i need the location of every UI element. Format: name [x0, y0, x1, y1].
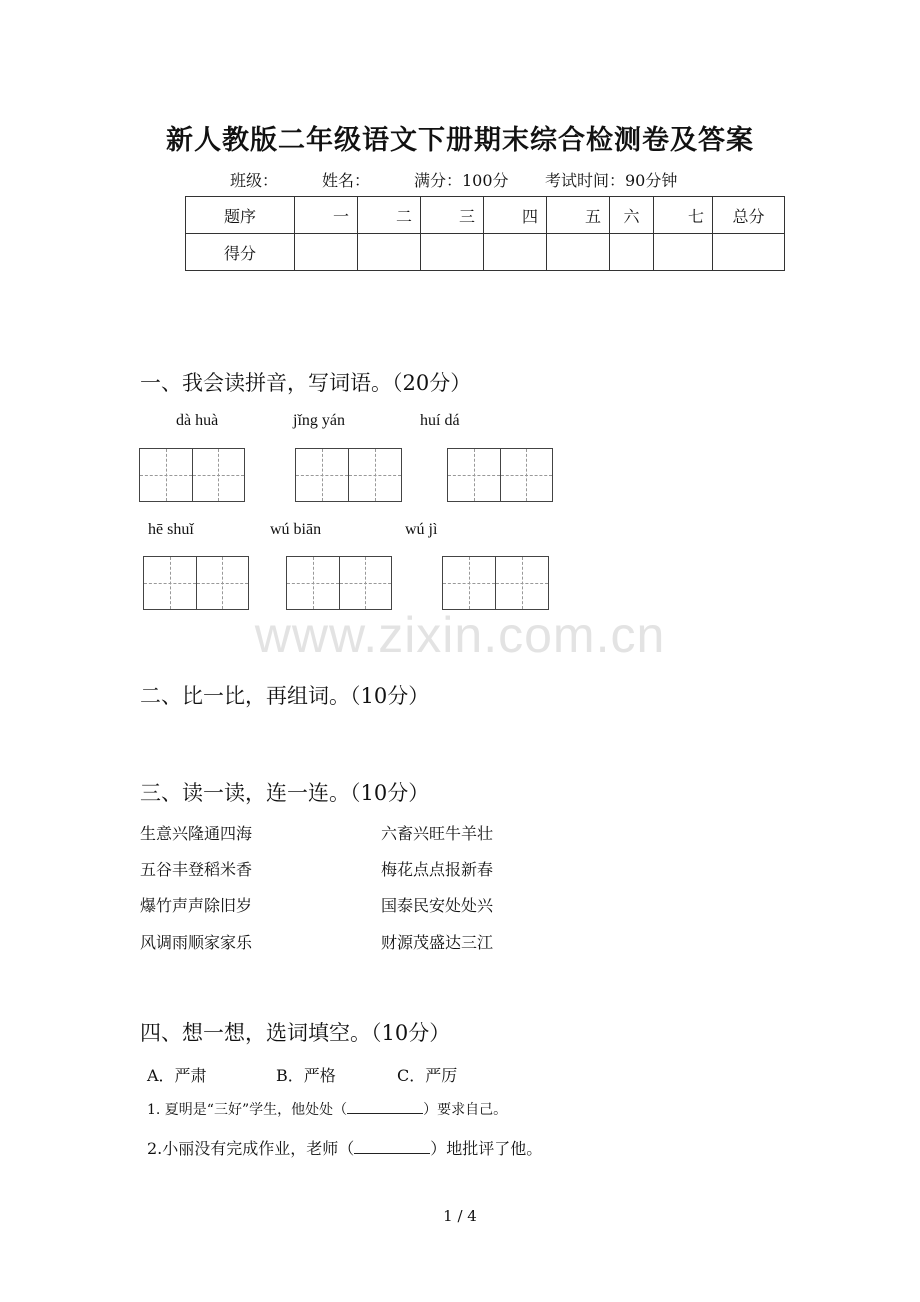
match-left-item[interactable]: 风调雨顺家家乐: [140, 933, 253, 952]
section-1-title: 一、我会读拼音，写词语。（20分）: [140, 371, 472, 395]
pinyin-label: wú biān: [270, 521, 322, 538]
score-cell[interactable]: [484, 234, 547, 271]
header-cell: 六: [610, 197, 654, 234]
header-cell: 题序: [186, 197, 295, 234]
answer-blank[interactable]: [354, 1139, 430, 1154]
option-a: A．严肃: [147, 1066, 207, 1085]
class-label: 班级：: [230, 171, 279, 190]
page-number: 1 / 4: [443, 1207, 477, 1225]
match-right-item[interactable]: 梅花点点报新春: [381, 860, 494, 879]
writing-grid[interactable]: [143, 556, 249, 610]
score-cell[interactable]: [547, 234, 610, 271]
match-right-item[interactable]: 六畜兴旺牛羊壮: [381, 824, 494, 843]
score-cell[interactable]: [713, 234, 785, 271]
score-cell[interactable]: [295, 234, 358, 271]
writing-grid[interactable]: [447, 448, 553, 502]
match-left-item[interactable]: 爆竹声声除旧岁: [140, 896, 253, 915]
pinyin-label: dà huà: [176, 412, 219, 429]
pinyin-label: jǐng yán: [293, 412, 345, 429]
header-cell: 二: [358, 197, 421, 234]
score-cell[interactable]: [421, 234, 484, 271]
header-cell: 总分: [713, 197, 785, 234]
answer-blank[interactable]: [347, 1099, 423, 1114]
pinyin-label: wú jì: [405, 521, 438, 538]
row-label: 得分: [186, 234, 295, 271]
match-left-item[interactable]: 五谷丰登稻米香: [140, 860, 253, 879]
question-1-after: ）要求自己。: [423, 1102, 508, 1118]
section-2-title: 二、比一比，再组词。（10分）: [140, 684, 430, 708]
section-3-title: 三、读一读，连一连。（10分）: [140, 781, 430, 805]
header-cell: 七: [654, 197, 713, 234]
watermark: www.zixin.com.cn: [254, 607, 666, 663]
header-cell: 四: [484, 197, 547, 234]
option-c: C．严厉: [397, 1066, 458, 1085]
question-2-before: 2.小丽没有完成作业，老师（: [147, 1139, 355, 1158]
score-cell[interactable]: [358, 234, 421, 271]
header-cell: 一: [295, 197, 358, 234]
question-2: [147, 1136, 542, 1159]
question-1-before: 1. 夏明是“三好”学生，他处处（: [147, 1102, 348, 1118]
pinyin-label: huí dá: [420, 412, 460, 429]
exam-time: 考试时间：90分钟: [545, 171, 678, 190]
writing-grid[interactable]: [139, 448, 245, 502]
writing-grid[interactable]: [286, 556, 392, 610]
writing-grid[interactable]: [442, 556, 549, 610]
name-label: 姓名：: [322, 171, 371, 190]
option-b: B．严格: [276, 1066, 336, 1085]
score-cell[interactable]: [654, 234, 713, 271]
page-title: 新人教版二年级语文下册期末综合检测卷及答案: [166, 125, 754, 156]
header-cell: 五: [547, 197, 610, 234]
score-cell[interactable]: [610, 234, 654, 271]
match-left-item[interactable]: 生意兴隆通四海: [140, 824, 253, 843]
section-4-title: 四、想一想，选词填空。（10分）: [140, 1021, 451, 1045]
match-right-item[interactable]: 国泰民安处处兴: [381, 896, 494, 915]
table-row: [186, 234, 785, 271]
score-table: [185, 196, 785, 271]
full-score: 满分：100分: [414, 171, 509, 190]
writing-grid[interactable]: [295, 448, 402, 502]
header-cell: 三: [421, 197, 484, 234]
question-2-after: ）地批评了他。: [430, 1139, 543, 1158]
pinyin-label: hē shuǐ: [148, 521, 194, 538]
match-right-item[interactable]: 财源茂盛达三江: [381, 933, 494, 952]
table-row: [186, 197, 785, 234]
question-1: [147, 1099, 507, 1119]
